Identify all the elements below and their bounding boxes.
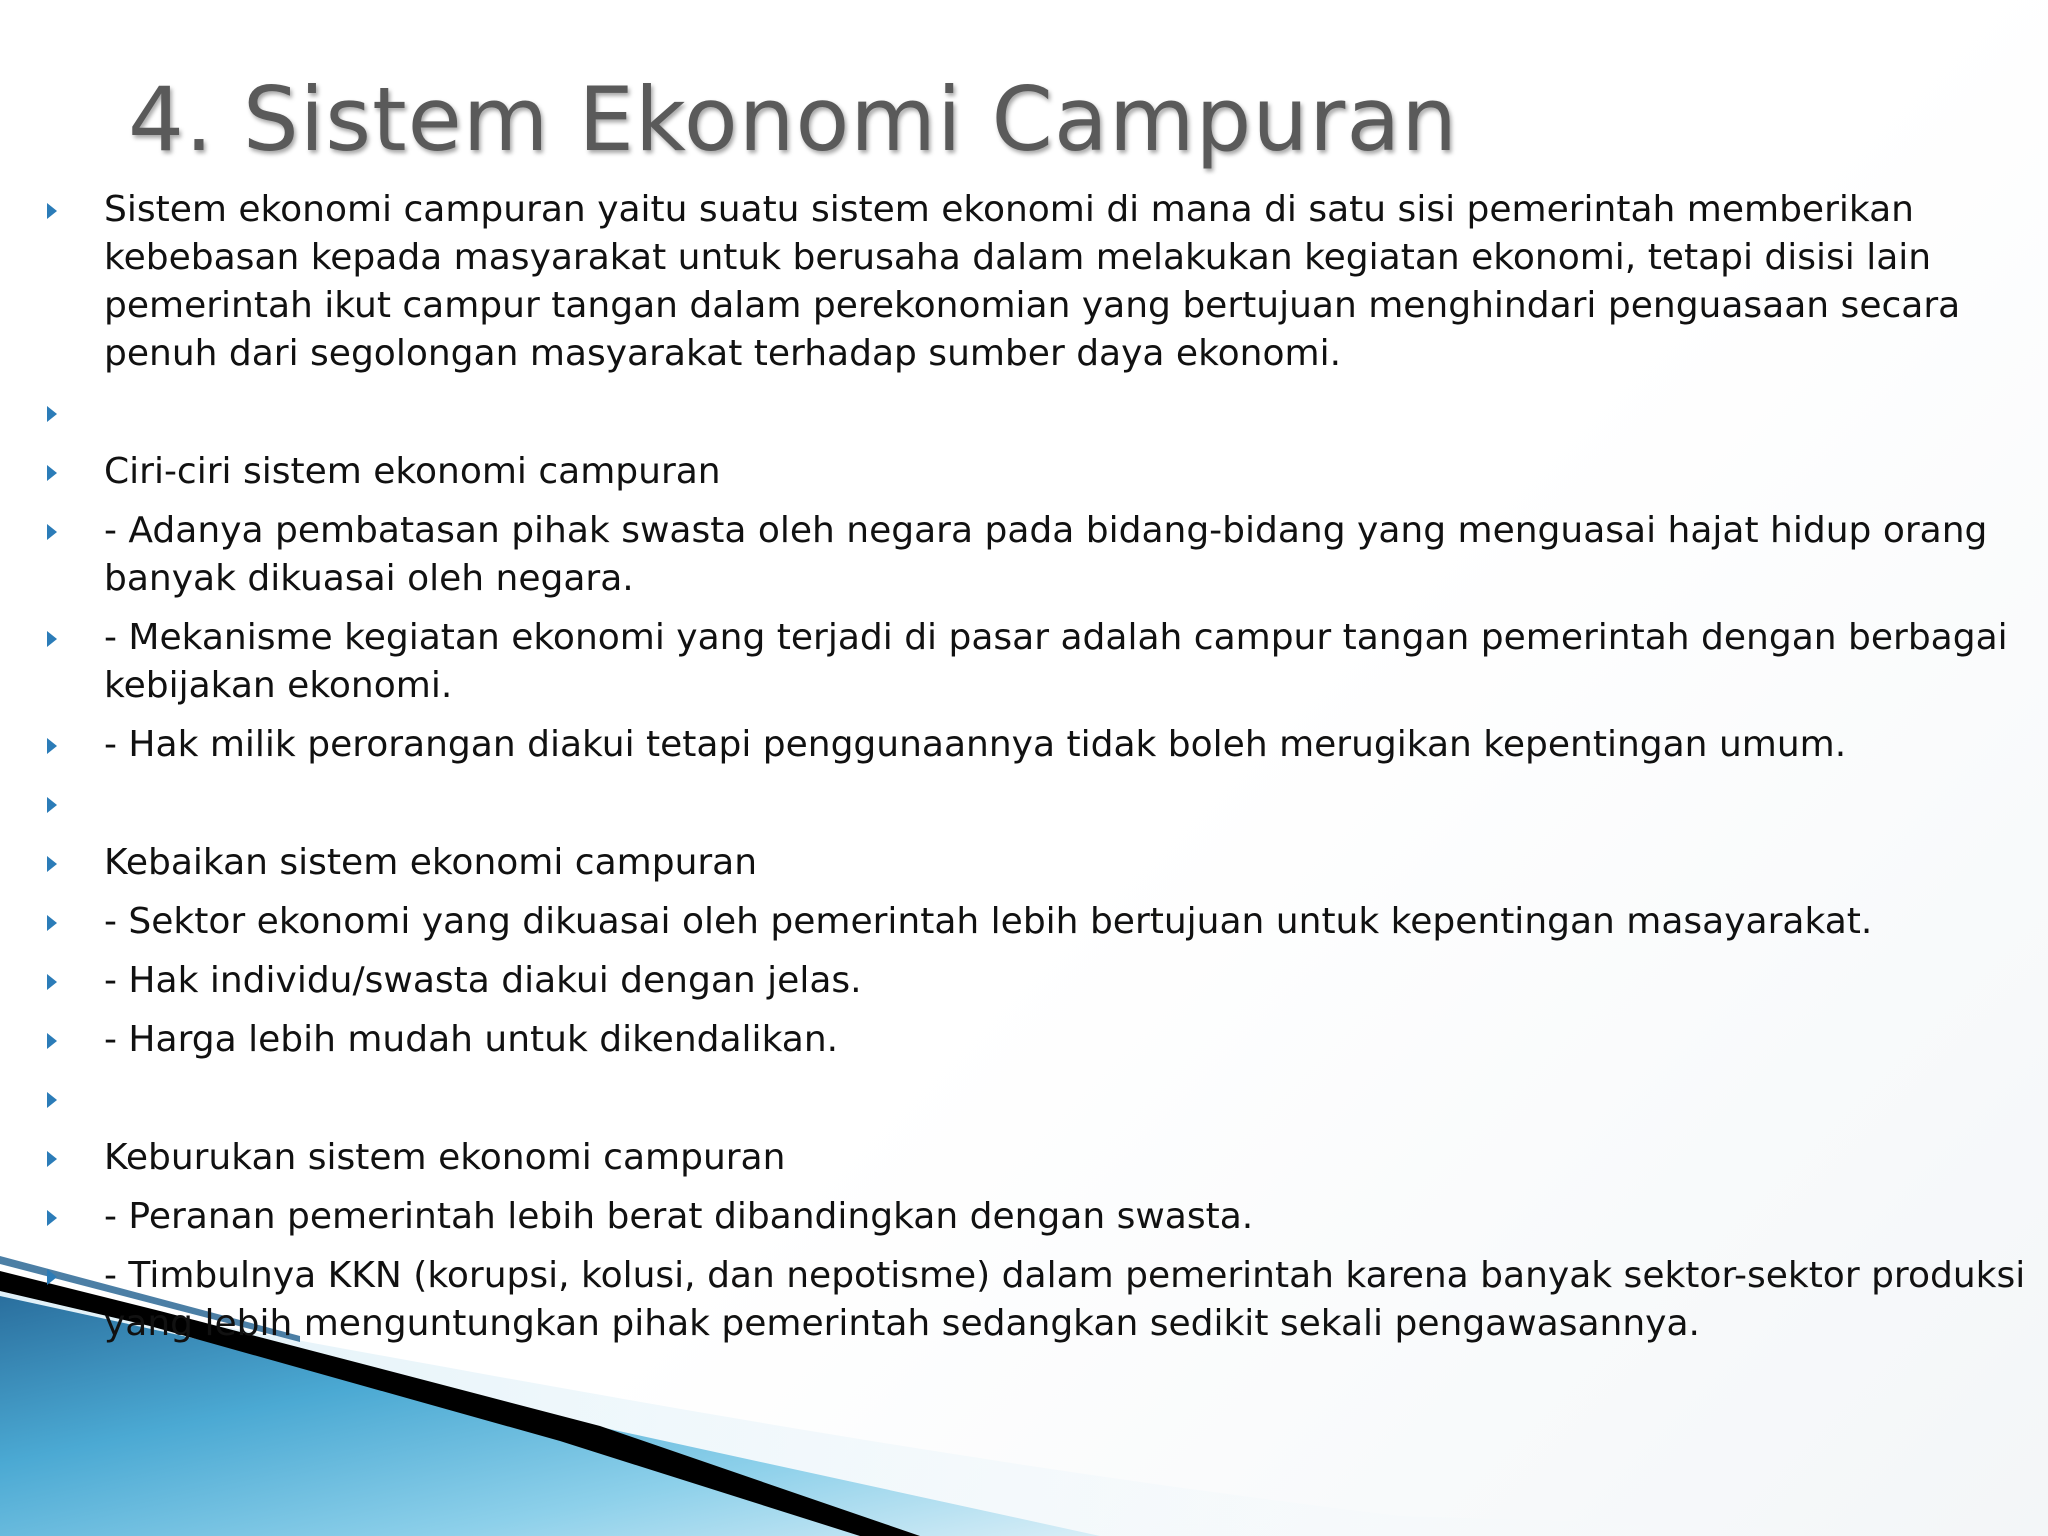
triangle-right-icon <box>47 856 57 872</box>
bullet-text: Kebaikan sistem ekonomi campuran <box>104 842 758 883</box>
triangle-right-icon <box>47 915 57 931</box>
bullet-item-empty <box>0 389 2048 437</box>
bullet-text: - Mekanisme kegiatan ekonomi yang terjadi di pasar adalah campur tangan pemerintah dengan berbagai kebijakan ekonomi. <box>104 617 2008 706</box>
bullet-text: - Adanya pembatasan pihak swasta oleh negara pada bidang-bidang yang menguasai hajat hidup orang banyak dikuasai oleh negara. <box>104 510 1988 599</box>
triangle-right-icon <box>47 974 57 990</box>
slide-title: 4. Sistem Ekonomi Campuran <box>128 68 1459 171</box>
bullet-item <box>0 957 2048 1005</box>
bullet-list <box>0 186 2048 1359</box>
bullet-text: - Harga lebih mudah untuk dikendalikan. <box>104 1019 839 1060</box>
bullet-text: Keburukan sistem ekonomi campuran <box>104 1137 786 1178</box>
bullet-item <box>0 1016 2048 1064</box>
triangle-right-icon <box>47 1033 57 1049</box>
triangle-right-icon <box>47 1151 57 1167</box>
bullet-item-heading-kebaikan <box>0 839 2048 887</box>
bullet-text: - Peranan pemerintah lebih berat dibandingkan dengan swasta. <box>104 1196 1254 1237</box>
bullet-text: Sistem ekonomi campuran yaitu suatu sistem ekonomi di mana di satu sisi pemerintah memberikan kebebasan kepada masyarakat untuk berusaha dalam melakukan kegiatan ekonomi, tetapi disisi lain pemerintah ikut campur tangan dalam perekonomian yang bertujuan menghindari penguasaan secara penuh dari segolongan masyarakat terhadap sumber daya ekonomi. <box>104 189 1961 374</box>
bullet-text: - Sektor ekonomi yang dikuasai oleh pemerintah lebih bertujuan untuk kepentingan masayarakat. <box>104 901 1873 942</box>
bullet-text: Ciri-ciri sistem ekonomi campuran <box>104 451 721 492</box>
triangle-right-icon <box>47 406 57 422</box>
bullet-item-empty <box>0 1075 2048 1123</box>
triangle-right-icon <box>47 203 57 219</box>
triangle-right-icon <box>47 1092 57 1108</box>
bullet-item-heading-ciri <box>0 448 2048 496</box>
bullet-item <box>0 898 2048 946</box>
bullet-text: - Hak individu/swasta diakui dengan jelas. <box>104 960 862 1001</box>
bullet-item-definition <box>0 186 2048 378</box>
bullet-item <box>0 1193 2048 1241</box>
triangle-right-icon <box>47 524 57 540</box>
bullet-item-heading-keburukan <box>0 1134 2048 1182</box>
triangle-right-icon <box>47 631 57 647</box>
triangle-right-icon <box>47 1269 57 1285</box>
triangle-right-icon <box>47 738 57 754</box>
bullet-text: - Timbulnya KKN (korupsi, kolusi, dan nepotisme) dalam pemerintah karena banyak sektor-sektor produksi yang lebih menguntungkan pihak pemerintah sedangkan sedikit sekali pengawasannya. <box>104 1255 2026 1344</box>
bullet-item-empty <box>0 780 2048 828</box>
bullet-text: - Hak milik perorangan diakui tetapi penggunaannya tidak boleh merugikan kepentingan umum. <box>104 724 1847 765</box>
bullet-item <box>0 614 2048 710</box>
triangle-right-icon <box>47 465 57 481</box>
bullet-item <box>0 721 2048 769</box>
triangle-right-icon <box>47 1210 57 1226</box>
bullet-item <box>0 1252 2048 1348</box>
triangle-right-icon <box>47 797 57 813</box>
bullet-item <box>0 507 2048 603</box>
